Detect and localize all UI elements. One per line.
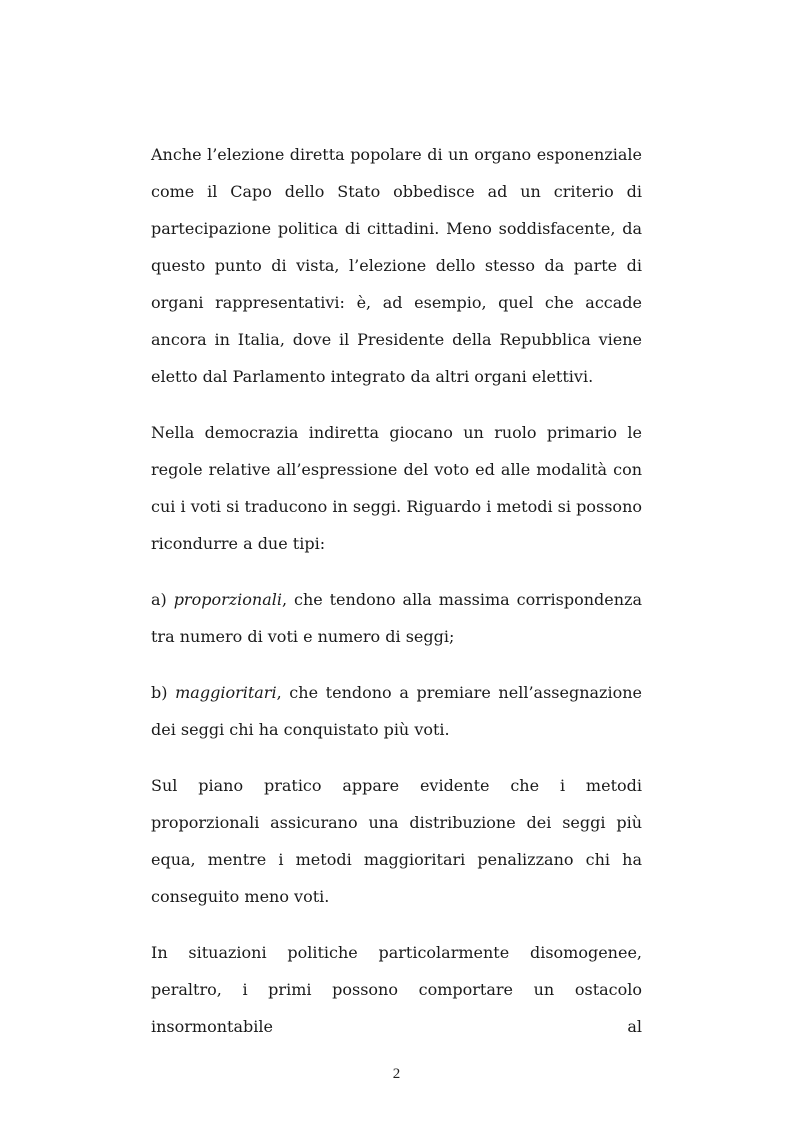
- term-majoritarian: maggioritari: [175, 683, 277, 702]
- paragraph-indirect-democracy: Nella democrazia indiretta giocano un ruolo primario le regole relative all’espressione del voto ed alle modalità con cui i voti si traducono in seggi. Riguardo i metodi si possono ricondurre a due tipi:: [151, 423, 642, 553]
- list-item-majoritarian-text: , che tendono a premiare nell’assegnazione dei seggi chi ha conquistato più voti.: [151, 683, 642, 739]
- paragraph-practical-comparison: Sul piano pratico appare evidente che i metodi proporzionali assicurano una distribuzione dei seggi più equa, mentre i metodi maggioritari penalizzano chi ha conseguito meno voti.: [151, 776, 642, 906]
- list-item-proportional: [151, 581, 642, 655]
- term-proportional: proporzionali: [173, 590, 282, 609]
- paragraph-head-of-state-election: Anche l’elezione diretta popolare di un organo esponenziale come il Capo dello Stato obbedisce ad un criterio di partecipazione politica di cittadini. Meno soddisfacente, da questo punto di vista, l’elezione dello stesso da parte di organi rappresentativi: è, ad esempio, quel che accade ancora in Italia, dove il Presidente della Repubblica viene eletto dal Parlamento integrato da altri organi elettivi.: [151, 145, 642, 386]
- list-item-proportional-text: , che tendono alla massima corrispondenza tra numero di voti e numero di seggi;: [151, 590, 642, 646]
- list-marker-a: a): [151, 590, 167, 609]
- body-text: [151, 136, 642, 1045]
- list-marker-b: b): [151, 683, 168, 702]
- page-number: 2: [392, 1066, 401, 1082]
- paragraph-heterogeneous-situations: In situazioni politiche particolarmente disomogenee, peraltro, i primi possono comportare un ostacolo insormontabile al: [151, 943, 642, 1036]
- list-item-majoritarian: [151, 674, 642, 748]
